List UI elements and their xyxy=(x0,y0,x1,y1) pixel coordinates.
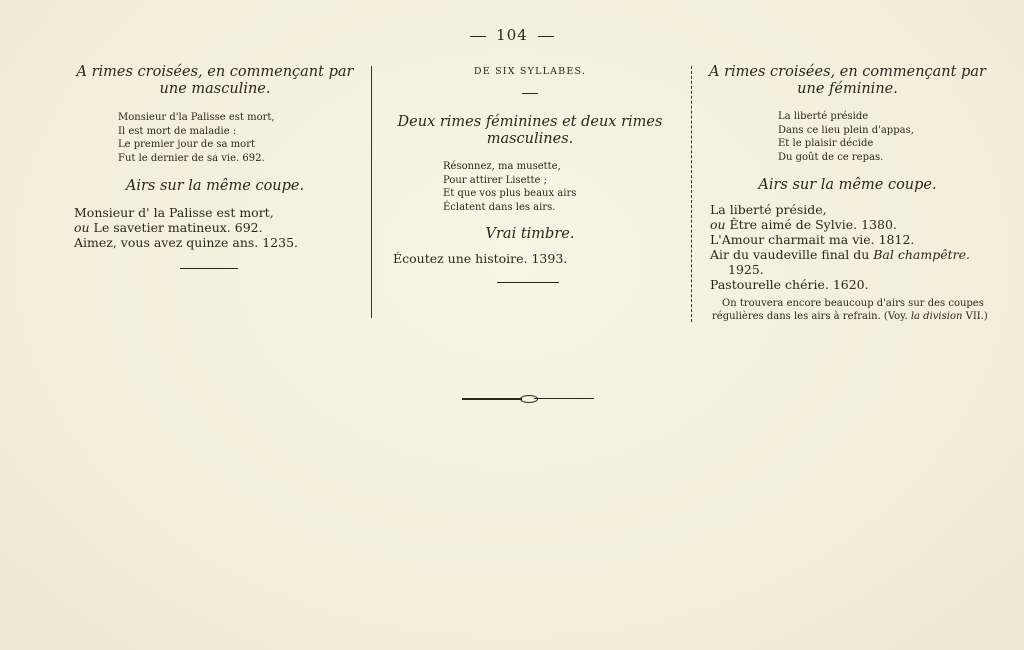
note-line2 xyxy=(712,311,995,324)
air-text: La liberté préside, xyxy=(710,202,827,217)
middle-column xyxy=(385,64,675,283)
air-item xyxy=(710,247,995,262)
ornament-knot xyxy=(520,395,538,403)
air-item xyxy=(710,217,995,232)
middle-heading-line2: masculines. xyxy=(486,131,574,147)
middle-verse xyxy=(443,160,675,214)
air-text: Monsieur d' la Palisse est mort, xyxy=(74,205,274,220)
verse-line: Éclatent dans les airs. xyxy=(443,201,556,213)
air-item xyxy=(74,220,360,235)
right-heading-line2: une féminine. xyxy=(797,81,898,97)
air-item xyxy=(710,202,995,217)
verse-line: Dans ce lieu plein d'appas, xyxy=(778,124,914,136)
left-heading-line1: A rimes croisées, en commençant par xyxy=(76,64,354,80)
column-divider-right xyxy=(691,66,692,322)
verse-line: Du goût de ce repas. xyxy=(778,151,884,163)
left-airs-heading: Airs sur la même coupe. xyxy=(125,178,305,194)
timbre-text: Écoutez une histoire. 1393. xyxy=(393,251,568,266)
note-line1: On trouvera encore beaucoup d'airs sur des coupes xyxy=(722,298,984,309)
right-heading-line1: A rimes croisées, en commençant par xyxy=(709,64,986,80)
left-end-rule xyxy=(180,268,238,269)
verse-line: Pour attirer Lisette ; xyxy=(443,174,547,186)
section-rule xyxy=(522,93,538,94)
verse-line: Résonnez, ma musette, xyxy=(443,161,561,172)
air-text: Air du vaudeville final du xyxy=(710,247,874,262)
column-divider-left xyxy=(371,66,372,318)
ornament-line-left xyxy=(462,398,522,400)
page-number xyxy=(0,26,1024,44)
right-airs-list xyxy=(710,202,995,292)
left-column xyxy=(70,64,360,269)
page-number-text: 104 xyxy=(496,26,528,44)
air-text: Pastourelle chérie. 1620. xyxy=(710,277,869,292)
right-airs-heading: Airs sur la même coupe. xyxy=(758,177,937,193)
timbre-heading: Vrai timbre. xyxy=(485,226,575,242)
air-prefix: ou xyxy=(74,220,90,235)
left-verse xyxy=(118,111,360,165)
middle-heading-line1: Deux rimes féminines et deux rimes xyxy=(397,114,663,130)
air-text: L'Amour charmait ma vie. 1812. xyxy=(710,232,915,247)
verse-line: Et le plaisir décide xyxy=(778,138,874,149)
page-number-dash-right xyxy=(538,36,554,37)
right-column xyxy=(700,64,995,323)
verse-line: Monsieur d'la Palisse est mort, xyxy=(118,112,275,123)
note-text: VII.) xyxy=(962,310,988,322)
ornament-line-right xyxy=(534,398,594,399)
air-suffix: Bal champêtre. xyxy=(873,247,970,262)
tail-ornament xyxy=(462,394,594,404)
air-item xyxy=(74,205,360,220)
verse-line: Il est mort de maladie : xyxy=(118,125,237,137)
middle-end-rule xyxy=(497,282,559,283)
air-text: 1925. xyxy=(728,262,764,277)
air-prefix: ou xyxy=(710,217,726,232)
left-heading-line2: une masculine. xyxy=(159,81,271,97)
air-text: Le savetier matineux. 692. xyxy=(89,220,263,235)
verse-line: Le premier jour de sa mort xyxy=(118,139,255,150)
right-verse xyxy=(778,110,995,164)
air-item xyxy=(710,262,995,277)
air-item xyxy=(710,232,995,247)
air-item xyxy=(74,235,360,250)
left-airs-list xyxy=(74,205,360,250)
note-text: régulières dans les airs à refrain. (Voy. xyxy=(712,310,911,322)
note-division-ref: la division xyxy=(910,310,963,322)
verse-line: La liberté préside xyxy=(778,111,869,122)
verse-line: Et que vos plus beaux airs xyxy=(443,188,577,199)
verse-line: Fut le dernier de sa vie. 692. xyxy=(118,152,265,164)
air-item xyxy=(710,277,995,292)
section-title: DE SIX SYLLABES. xyxy=(473,66,587,77)
page-number-dash-left xyxy=(470,36,486,37)
air-text: Être aimé de Sylvie. 1380. xyxy=(725,217,897,232)
air-text: Aimez, vous avez quinze ans. 1235. xyxy=(74,235,299,250)
